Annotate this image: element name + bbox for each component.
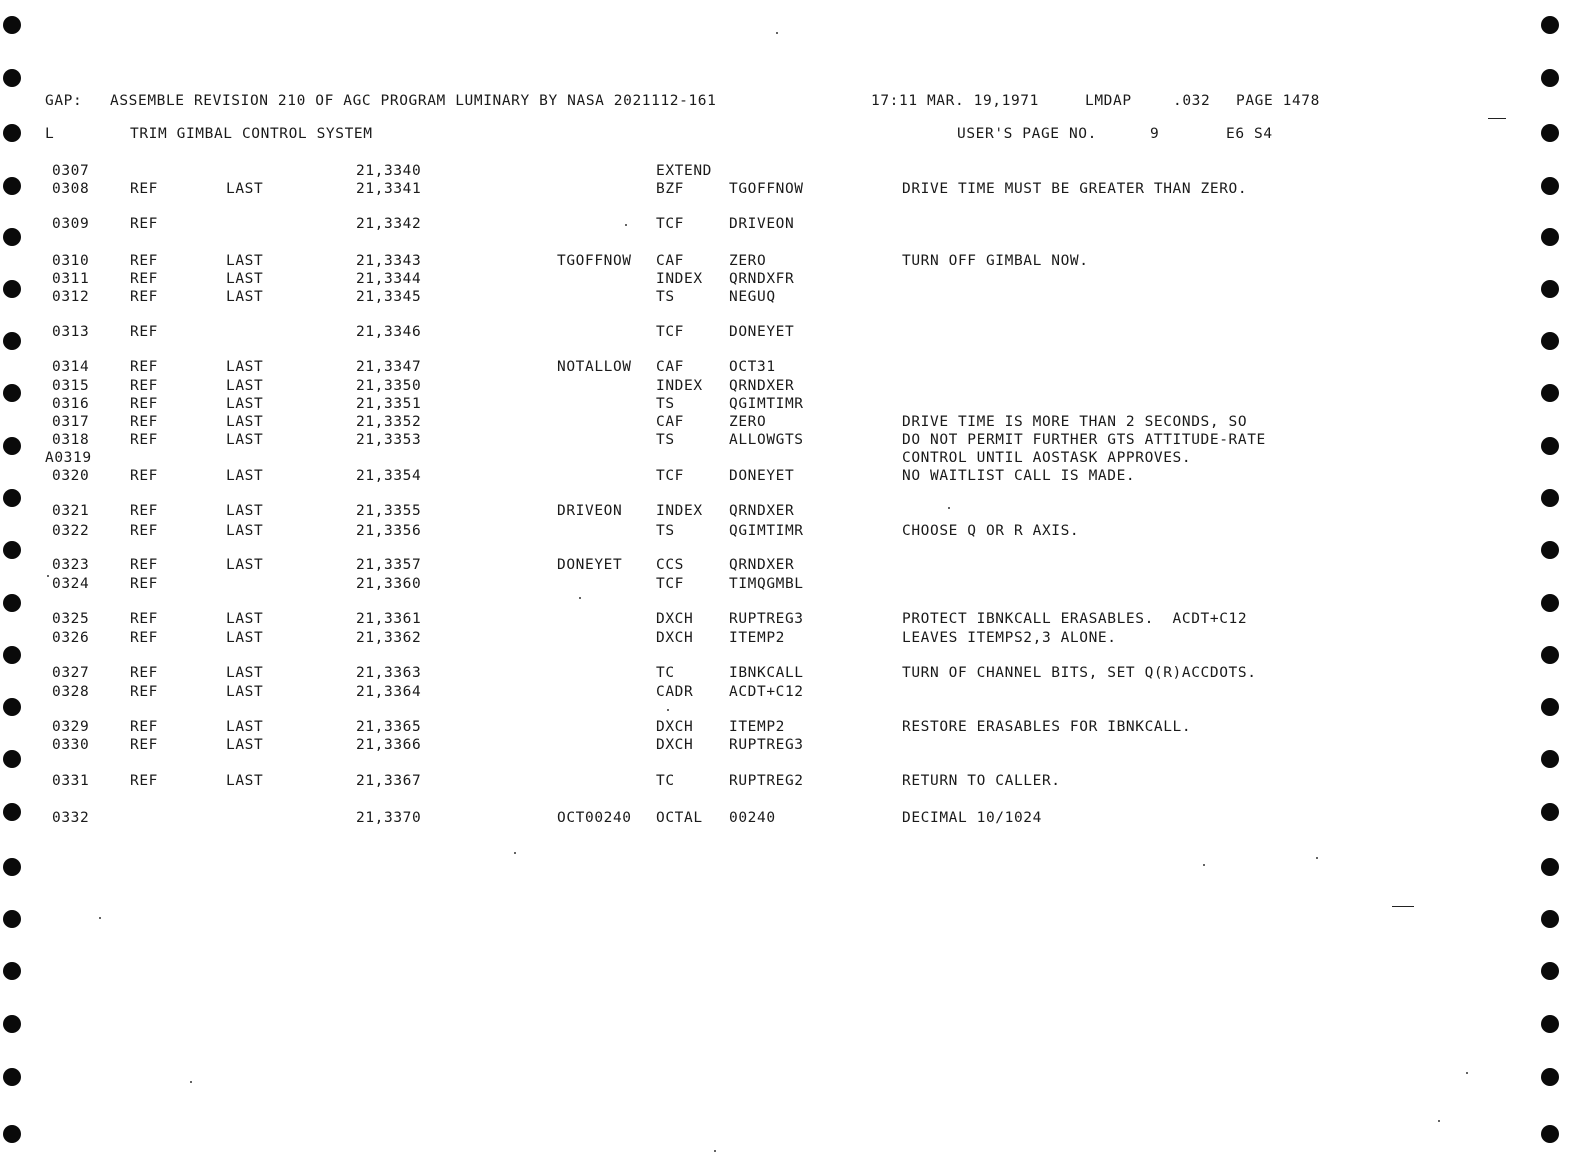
comment: LEAVES ITEMPS2,3 ALONE. xyxy=(902,630,1117,646)
feed-hole-right xyxy=(1541,1068,1559,1086)
last-keyword: LAST xyxy=(226,773,264,789)
comment: DRIVE TIME MUST BE GREATER THAN ZERO. xyxy=(902,181,1248,197)
feed-hole-right xyxy=(1541,16,1559,34)
address: 21,3354 xyxy=(356,468,422,484)
address: 21,3342 xyxy=(356,216,422,232)
line-number: 0326 xyxy=(52,630,90,646)
ref-keyword: REF xyxy=(130,737,158,753)
feed-hole-right xyxy=(1541,750,1559,768)
ref-keyword: REF xyxy=(130,630,158,646)
address: 21,3356 xyxy=(356,523,422,539)
opcode: DXCH xyxy=(656,611,694,627)
operand: QRNDXFR xyxy=(729,271,795,287)
feed-hole-right xyxy=(1541,594,1559,612)
address: 21,3360 xyxy=(356,576,422,592)
operand: ITEMP2 xyxy=(729,719,785,735)
feed-hole-left xyxy=(3,750,21,768)
comment: RESTORE ERASABLES FOR IBNKCALL. xyxy=(902,719,1192,735)
header-module: LMDAP xyxy=(1085,93,1132,109)
ref-keyword: REF xyxy=(130,523,158,539)
ref-keyword: REF xyxy=(130,432,158,448)
last-keyword: LAST xyxy=(226,378,264,394)
line-number: 0327 xyxy=(52,665,90,681)
ref-keyword: REF xyxy=(130,665,158,681)
feed-hole-right xyxy=(1541,124,1559,142)
header-version: .032 xyxy=(1173,93,1211,109)
comment: TURN OF CHANNEL BITS, SET Q(R)ACCDOTS. xyxy=(902,665,1257,681)
feed-hole-right xyxy=(1541,541,1559,559)
line-number: 0311 xyxy=(52,271,90,287)
operand: RUPTREG3 xyxy=(729,611,804,627)
opcode: INDEX xyxy=(656,271,703,287)
feed-hole-right xyxy=(1541,646,1559,664)
operand: 00240 xyxy=(729,810,776,826)
address: 21,3357 xyxy=(356,557,422,573)
feed-hole-left xyxy=(3,384,21,402)
feed-hole-right xyxy=(1541,803,1559,821)
line-number: 0328 xyxy=(52,684,90,700)
line-number: A0319 xyxy=(45,450,92,466)
feed-hole-right xyxy=(1541,1125,1559,1143)
feed-hole-left xyxy=(3,962,21,980)
print-speck xyxy=(99,917,101,919)
line-number: 0309 xyxy=(52,216,90,232)
ref-keyword: REF xyxy=(130,773,158,789)
statement-label: DRIVEON xyxy=(557,503,623,519)
ref-keyword: REF xyxy=(130,181,158,197)
operand: NEGUQ xyxy=(729,289,776,305)
comment: NO WAITLIST CALL IS MADE. xyxy=(902,468,1136,484)
opcode: TCF xyxy=(656,216,684,232)
feed-hole-right xyxy=(1541,332,1559,350)
line-number: 0307 xyxy=(52,163,90,179)
opcode: TS xyxy=(656,523,675,539)
print-speck xyxy=(776,32,778,34)
header-time: 17:11 MAR. 19,1971 xyxy=(871,93,1039,109)
operand: DONEYET xyxy=(729,324,795,340)
comment: DECIMAL 10/1024 xyxy=(902,810,1042,826)
address: 21,3361 xyxy=(356,611,422,627)
feed-hole-left xyxy=(3,124,21,142)
operand: IBNKCALL xyxy=(729,665,804,681)
feed-hole-left xyxy=(3,332,21,350)
address: 21,3347 xyxy=(356,359,422,375)
address: 21,3352 xyxy=(356,414,422,430)
comment: RETURN TO CALLER. xyxy=(902,773,1061,789)
feed-hole-right xyxy=(1541,489,1559,507)
address: 21,3345 xyxy=(356,289,422,305)
print-speck xyxy=(47,575,49,577)
line-number: 0329 xyxy=(52,719,90,735)
opcode: EXTEND xyxy=(656,163,712,179)
operand: RUPTREG2 xyxy=(729,773,804,789)
last-keyword: LAST xyxy=(226,414,264,430)
ref-keyword: REF xyxy=(130,289,158,305)
ref-keyword: REF xyxy=(130,378,158,394)
feed-hole-left xyxy=(3,541,21,559)
comment: TURN OFF GIMBAL NOW. xyxy=(902,253,1089,269)
last-keyword: LAST xyxy=(226,611,264,627)
ref-keyword: REF xyxy=(130,468,158,484)
ref-keyword: REF xyxy=(130,271,158,287)
last-keyword: LAST xyxy=(226,523,264,539)
feed-hole-left xyxy=(3,698,21,716)
comment: PROTECT IBNKCALL ERASABLES. ACDT+C12 xyxy=(902,611,1248,627)
header-line xyxy=(0,92,1320,110)
feed-hole-right xyxy=(1541,69,1559,87)
opcode: TC xyxy=(656,665,675,681)
opcode: TCF xyxy=(656,576,684,592)
opcode: TS xyxy=(656,396,675,412)
feed-hole-left xyxy=(3,228,21,246)
last-keyword: LAST xyxy=(226,503,264,519)
print-speck xyxy=(1203,864,1205,866)
address: 21,3341 xyxy=(356,181,422,197)
print-speck xyxy=(948,507,950,509)
address: 21,3355 xyxy=(356,503,422,519)
print-speck xyxy=(667,709,669,711)
ref-keyword: REF xyxy=(130,611,158,627)
last-keyword: LAST xyxy=(226,181,264,197)
ref-keyword: REF xyxy=(130,253,158,269)
feed-hole-left xyxy=(3,177,21,195)
print-speck xyxy=(1316,857,1318,859)
statement-label: NOTALLOW xyxy=(557,359,632,375)
line-number: 0323 xyxy=(52,557,90,573)
operand: QRNDXER xyxy=(729,503,795,519)
feed-hole-right xyxy=(1541,437,1559,455)
last-keyword: LAST xyxy=(226,253,264,269)
address: 21,3362 xyxy=(356,630,422,646)
comment: CHOOSE Q OR R AXIS. xyxy=(902,523,1080,539)
last-keyword: LAST xyxy=(226,719,264,735)
feed-hole-right xyxy=(1541,177,1559,195)
ref-keyword: REF xyxy=(130,359,158,375)
opcode: TCF xyxy=(656,324,684,340)
ref-keyword: REF xyxy=(130,414,158,430)
last-keyword: LAST xyxy=(226,396,264,412)
address: 21,3351 xyxy=(356,396,422,412)
operand: OCT31 xyxy=(729,359,776,375)
operand: QGIMTIMR xyxy=(729,523,804,539)
feed-hole-left xyxy=(3,489,21,507)
print-speck xyxy=(1438,1120,1440,1122)
operand: ACDT+C12 xyxy=(729,684,804,700)
statement-label: DONEYET xyxy=(557,557,623,573)
print-speck xyxy=(190,1081,192,1083)
opcode: CAF xyxy=(656,414,684,430)
address: 21,3344 xyxy=(356,271,422,287)
opcode: TC xyxy=(656,773,675,789)
operand: TGOFFNOW xyxy=(729,181,804,197)
line-number: 0318 xyxy=(52,432,90,448)
comment: CONTROL UNTIL AOSTASK APPROVES. xyxy=(902,450,1192,466)
print-speck xyxy=(514,852,516,854)
opcode: INDEX xyxy=(656,503,703,519)
feed-hole-left xyxy=(3,646,21,664)
print-speck xyxy=(1466,1072,1468,1074)
comment: DO NOT PERMIT FURTHER GTS ATTITUDE-RATE xyxy=(902,432,1266,448)
operand: TIMQGMBL xyxy=(729,576,804,592)
line-number: 0315 xyxy=(52,378,90,394)
feed-hole-right xyxy=(1541,858,1559,876)
feed-hole-left xyxy=(3,858,21,876)
operand: RUPTREG3 xyxy=(729,737,804,753)
print-speck xyxy=(714,1150,716,1152)
operand: ITEMP2 xyxy=(729,630,785,646)
feed-hole-left xyxy=(3,1015,21,1033)
opcode: DXCH xyxy=(656,630,694,646)
ref-keyword: REF xyxy=(130,719,158,735)
address: 21,3350 xyxy=(356,378,422,394)
address: 21,3363 xyxy=(356,665,422,681)
line-number: 0316 xyxy=(52,396,90,412)
opcode: TS xyxy=(656,289,675,305)
statement-label: TGOFFNOW xyxy=(557,253,632,269)
feed-hole-left xyxy=(3,69,21,87)
line-number: 0324 xyxy=(52,576,90,592)
ref-keyword: REF xyxy=(130,324,158,340)
line-number: 0320 xyxy=(52,468,90,484)
header-gap: GAP: xyxy=(45,93,83,109)
line-number: 0321 xyxy=(52,503,90,519)
users-page-label: USER'S PAGE NO. xyxy=(957,126,1097,142)
last-keyword: LAST xyxy=(226,271,264,287)
feed-hole-left xyxy=(3,910,21,928)
subheader-l: L xyxy=(45,126,55,142)
section-title: TRIM GIMBAL CONTROL SYSTEM xyxy=(130,126,373,142)
last-keyword: LAST xyxy=(226,432,264,448)
operand: ALLOWGTS xyxy=(729,432,804,448)
address: 21,3370 xyxy=(356,810,422,826)
users-page-number: 9 xyxy=(1150,126,1160,142)
operand: ZERO xyxy=(729,253,767,269)
line-number: 0331 xyxy=(52,773,90,789)
line-number: 0313 xyxy=(52,324,90,340)
feed-hole-right xyxy=(1541,1015,1559,1033)
feed-hole-left xyxy=(3,280,21,298)
line-number: 0308 xyxy=(52,181,90,197)
operand: QRNDXER xyxy=(729,557,795,573)
line-number: 0312 xyxy=(52,289,90,305)
opcode: BZF xyxy=(656,181,684,197)
feed-hole-right xyxy=(1541,910,1559,928)
address: 21,3366 xyxy=(356,737,422,753)
last-keyword: LAST xyxy=(226,630,264,646)
address: 21,3364 xyxy=(356,684,422,700)
opcode: DXCH xyxy=(656,737,694,753)
ref-keyword: REF xyxy=(130,684,158,700)
header-page: PAGE 1478 xyxy=(1236,93,1320,109)
line-number: 0325 xyxy=(52,611,90,627)
last-keyword: LAST xyxy=(226,468,264,484)
opcode: INDEX xyxy=(656,378,703,394)
line-number: 0322 xyxy=(52,523,90,539)
last-keyword: LAST xyxy=(226,737,264,753)
feed-hole-right xyxy=(1541,384,1559,402)
address: 21,3367 xyxy=(356,773,422,789)
feed-hole-left xyxy=(3,594,21,612)
opcode: CCS xyxy=(656,557,684,573)
ref-keyword: REF xyxy=(130,503,158,519)
ref-keyword: REF xyxy=(130,396,158,412)
last-keyword: LAST xyxy=(226,557,264,573)
feed-hole-left xyxy=(3,16,21,34)
address: 21,3340 xyxy=(356,163,422,179)
line-number: 0314 xyxy=(52,359,90,375)
feed-hole-right xyxy=(1541,698,1559,716)
operand: DRIVEON xyxy=(729,216,795,232)
feed-hole-left xyxy=(3,437,21,455)
feed-hole-right xyxy=(1541,280,1559,298)
feed-hole-left xyxy=(3,803,21,821)
statement-label: OCT00240 xyxy=(557,810,632,826)
opcode: OCTAL xyxy=(656,810,703,826)
ref-keyword: REF xyxy=(130,216,158,232)
print-mark xyxy=(1488,118,1506,119)
last-keyword: LAST xyxy=(226,665,264,681)
print-speck xyxy=(625,224,627,226)
feed-hole-right xyxy=(1541,228,1559,246)
print-speck xyxy=(579,597,581,599)
operand: QGIMTIMR xyxy=(729,396,804,412)
opcode: CAF xyxy=(656,253,684,269)
opcode: TCF xyxy=(656,468,684,484)
feed-hole-right xyxy=(1541,962,1559,980)
last-keyword: LAST xyxy=(226,684,264,700)
operand: QRNDXER xyxy=(729,378,795,394)
address: 21,3353 xyxy=(356,432,422,448)
address: 21,3365 xyxy=(356,719,422,735)
line-number: 0332 xyxy=(52,810,90,826)
comment: DRIVE TIME IS MORE THAN 2 SECONDS, SO xyxy=(902,414,1248,430)
opcode: CAF xyxy=(656,359,684,375)
last-keyword: LAST xyxy=(226,359,264,375)
ref-keyword: REF xyxy=(130,557,158,573)
feed-hole-left xyxy=(3,1068,21,1086)
line-number: 0310 xyxy=(52,253,90,269)
last-keyword: LAST xyxy=(226,289,264,305)
print-mark xyxy=(1392,906,1414,907)
feed-hole-left xyxy=(3,1125,21,1143)
opcode: CADR xyxy=(656,684,694,700)
address: 21,3346 xyxy=(356,324,422,340)
line-number: 0317 xyxy=(52,414,90,430)
line-number: 0330 xyxy=(52,737,90,753)
opcode: TS xyxy=(656,432,675,448)
address: 21,3343 xyxy=(356,253,422,269)
operand: DONEYET xyxy=(729,468,795,484)
operand: ZERO xyxy=(729,414,767,430)
page-code: E6 S4 xyxy=(1226,126,1273,142)
opcode: DXCH xyxy=(656,719,694,735)
header-title: ASSEMBLE REVISION 210 OF AGC PROGRAM LUMINARY BY NASA 2021112-161 xyxy=(110,93,717,109)
ref-keyword: REF xyxy=(130,576,158,592)
